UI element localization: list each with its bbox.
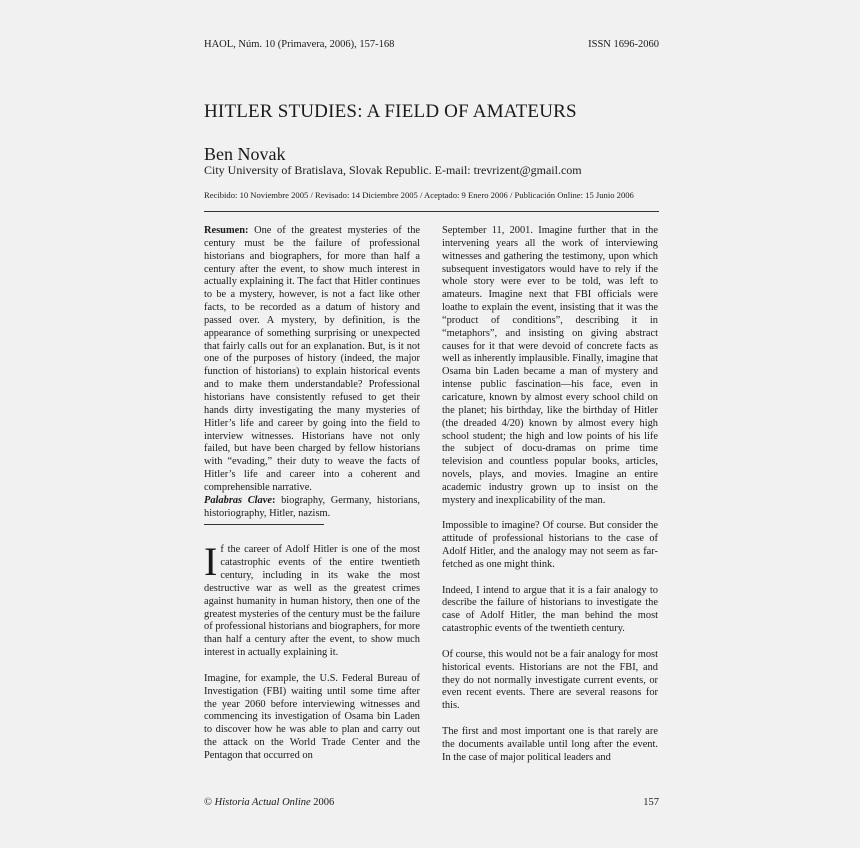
body-paragraph-1-text: f the career of Adolf Hitler is one of the most catastrophic events of the entire twentieth century, including in its wake the most destructive war as well as the greatest crimes against humanity in human history, then one of the greatest mysteries of the century must be the failure of professional historians and biographers, for more than half a century after the event, to show much interest in actually explaining it. [204, 544, 420, 659]
running-header [204, 39, 659, 50]
left-column [204, 225, 420, 776]
body-paragraph-4: Impossible to imagine? Of course. But consider the attitude of professional historians to the case of Adolf Hitler, and the analogy may not seem as far-fetched as one might think. [442, 520, 658, 570]
journal-name: Historia Actual Online [214, 797, 311, 808]
drop-cap: I [204, 539, 218, 585]
abstract-divider [204, 524, 324, 525]
author-affiliation: City University of Bratislava, Slovak Republic. E-mail: trevrizent@gmail.com [204, 163, 582, 177]
copyright-symbol: © [204, 797, 215, 808]
header-issn: ISSN 1696-2060 [588, 39, 659, 50]
paper-title: HITLER STUDIES: A FIELD OF AMATEURS [204, 101, 577, 122]
publication-dates: Recibido: 10 Noviembre 2005 / Revisado: 14 Diciembre 2005 / Aceptado: 9 Enero 2006 / Publicación Online: 15 Junio 2006 [204, 190, 634, 200]
abstract-text: One of the greatest mysteries of the century must be the failure of professional historians and biographers, for more than half a century after the event, to show much interest in actually explaining it. The fact that Hitler continues to be a mystery, however, is not a fact like other facts, to be recorded as a datum of history and passed over. A mystery, by definition, is the appearance of something surprising or unexpected that fairly calls out for an explanation. But, is it not one of the purposes of history (indeed, the major function of historians) to explain historical events and to make them understandable? Professional historians have consistently refused to get their hands dirty investigating the many mysteries of Hitler’s life and career by going into the field to interview witnesses. Historians have not only failed, but have been charged by fellow historians with “evading,” their duty to weave the facts of Hitler’s life and career into a coherent and comprehensible narrative. [204, 225, 420, 493]
right-column [442, 225, 658, 777]
footer-copyright [204, 797, 334, 808]
page-number: 157 [643, 797, 659, 808]
keywords-colon: : [271, 494, 276, 506]
body-paragraph-2: Imagine, for example, the U.S. Federal Bureau of Investigation (FBI) waiting until some time after the year 2060 before interviewing witnesses and commencing its investigation of Osama bin Laden to discover how he was able to plan and carry out the attack on the World Trade Center and the Pentagon that occurred on [204, 672, 420, 761]
copyright-year: 2006 [310, 797, 335, 808]
body-paragraph-7: The first and most important one is that rarely are the documents available until long after the event. In the case of major political leaders and [442, 725, 658, 763]
keywords-label: Palabras Clave [204, 494, 272, 506]
keywords [204, 495, 420, 521]
body-paragraph-3: September 11, 2001. Imagine further that in the intervening years all the work of interviewing witnesses and gathering the testimony, upon which subsequent investigators would have to rely if the whole story were ever to be told, was left to amateurs. Imagine next that FBI officials were loathe to explain the event, insisting that it was the “product of conditions”, describing it in “metaphors”, and insisting on giving abstract causes for it that were devoid of concrete facts as well as inherently implausible. Finally, imagine that Osama bin Laden became a man of mystery and intense public fascination—his face, even in caricature, known by almost every school child on the planet; his birthday, like the birthday of Hitler (the dreaded 4/20) known by almost every high school student; the high and low points of his life the subject of docu-dramas on prime time television and countless popular books, articles, novels, plays, and movies. Imagine an entire academic industry grown up to insist on the mystery and inexplicability of the man. [442, 225, 658, 506]
header-divider [204, 211, 659, 212]
body-paragraph-5: Indeed, I intend to argue that it is a fair analogy to describe the failure of historians to investigate the case of Adolf Hitler, the man behind the most catastrophic events of the twentieth century. [442, 584, 658, 635]
author-name: Ben Novak [204, 144, 286, 164]
body-paragraph-1 [204, 539, 420, 660]
keywords-text: biography, Germany, historians, historiography, Hitler, nazism. [204, 494, 421, 519]
header-citation: HAOL, Núm. 10 (Primavera, 2006), 157-168 [204, 39, 395, 50]
abstract [204, 225, 420, 495]
abstract-label: Resumen: [204, 225, 249, 236]
body-paragraph-6: Of course, this would not be a fair analogy for most historical events. Historians are not the FBI, and they do not normally investigate current events, or even recent events. There are several reasons for this. [442, 648, 658, 712]
